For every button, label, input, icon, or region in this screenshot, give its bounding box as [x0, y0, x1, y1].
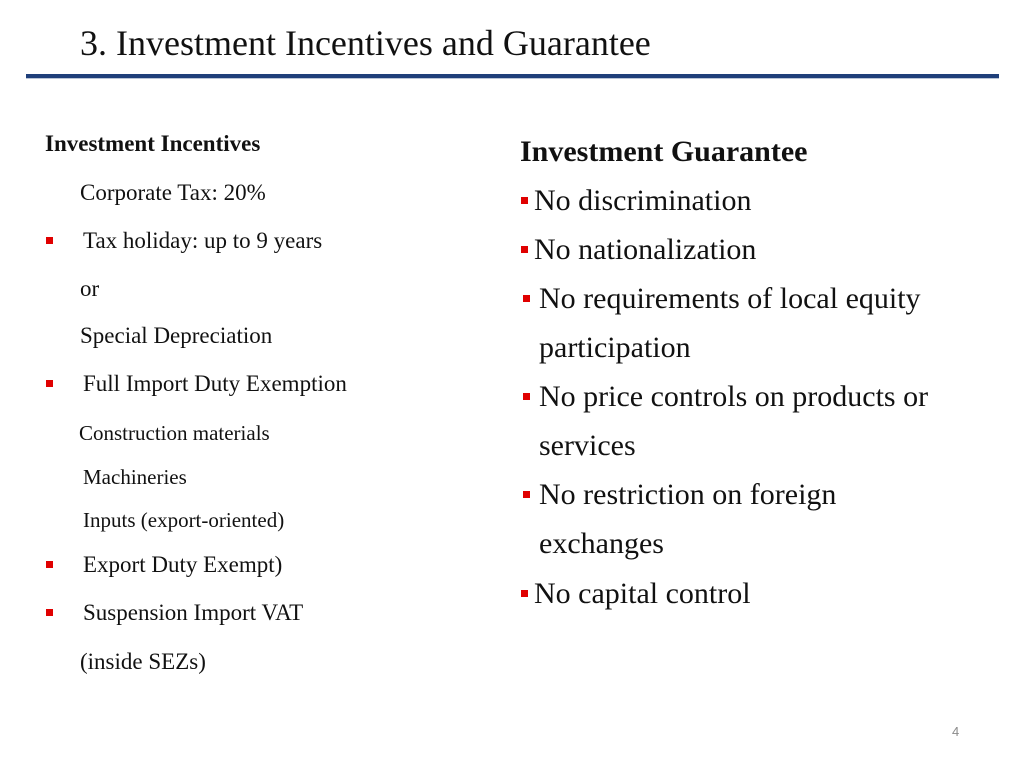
square-bullet-icon: [521, 246, 528, 253]
foreign-exchange-text: No restriction on foreign: [539, 478, 837, 511]
inputs-text: Inputs (export-oriented): [83, 508, 285, 532]
local-equity-text-continued: participation: [539, 331, 691, 364]
square-bullet-icon: [46, 237, 53, 244]
special-depreciation-text: Special Depreciation: [80, 323, 273, 348]
tax-holiday-text: Tax holiday: up to 9 years: [83, 228, 323, 253]
square-bullet-icon: [523, 393, 530, 400]
price-controls-text-continued: services: [539, 429, 636, 462]
square-bullet-icon: [521, 197, 528, 204]
no-nationalization-text: No nationalization: [534, 233, 757, 266]
inside-sezs-text: (inside SEZs): [80, 649, 206, 674]
corporate-tax-text: Corporate Tax: 20%: [80, 180, 266, 205]
capital-control-text: No capital control: [534, 577, 751, 610]
square-bullet-icon: [523, 491, 530, 498]
foreign-exchange-text-continued: exchanges: [539, 527, 664, 560]
incentives-heading: Investment Incentives: [45, 131, 261, 156]
export-duty-text: Export Duty Exempt): [83, 552, 283, 577]
suspension-vat-text: Suspension Import VAT: [83, 600, 304, 625]
square-bullet-icon: [46, 561, 53, 568]
square-bullet-icon: [46, 380, 53, 387]
machineries-text: Machineries: [83, 465, 187, 489]
construction-materials-text: Construction materials: [79, 421, 270, 445]
price-controls-text: No price controls on products or: [539, 380, 929, 413]
page-number: 4: [952, 724, 960, 739]
no-discrimination-text: No discrimination: [534, 184, 752, 217]
local-equity-text: No requirements of local equity: [539, 282, 921, 315]
import-duty-text: Full Import Duty Exemption: [83, 371, 347, 396]
or-text: or: [80, 276, 100, 301]
square-bullet-icon: [521, 590, 528, 597]
square-bullet-icon: [523, 295, 530, 302]
slide-title: 3. Investment Incentives and Guarantee: [80, 23, 651, 63]
title-divider: [26, 74, 999, 79]
guarantee-heading: Investment Guarantee: [520, 135, 808, 168]
square-bullet-icon: [46, 609, 53, 616]
